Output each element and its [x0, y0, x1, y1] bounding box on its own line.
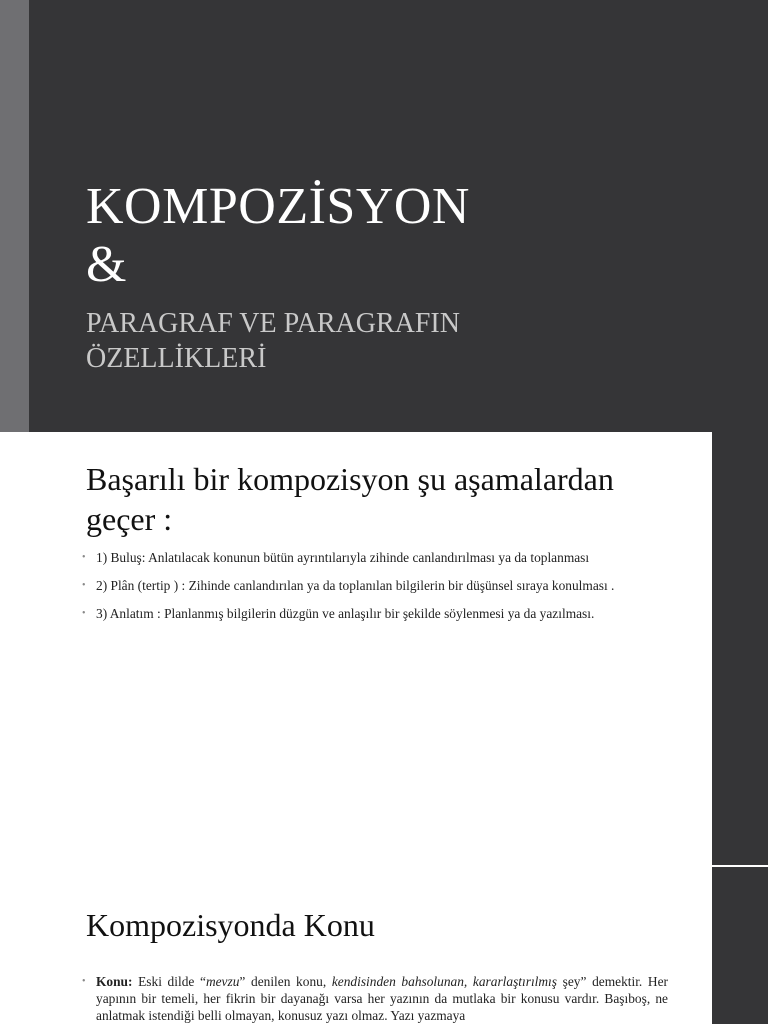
- list-item: [82, 577, 616, 594]
- subtitle-line-2: ÖZELLİKLERİ: [86, 343, 267, 374]
- definition-text-2: ” denilen konu,: [239, 974, 332, 989]
- list-item: [82, 549, 616, 566]
- definition-italic-1: mevzu: [205, 974, 240, 989]
- list-item: [82, 605, 616, 622]
- right-accent-bar: [712, 867, 768, 1024]
- list-item-text: 1) Buluş: Anlatılacak konunun bütün ayrıntılarıyla zihinde canlandırılması ya da toplanması: [96, 550, 590, 565]
- bullet-icon: •: [82, 976, 86, 987]
- bullet-icon: •: [82, 608, 86, 619]
- list-item-text: 3) Anlatım : Planlanmış bilgilerin düzgün ve anlaşılır bir şekilde söylenmesi ya da yazılması.: [96, 606, 595, 621]
- left-accent-stripe: [0, 0, 29, 432]
- term-label: Konu:: [96, 974, 133, 989]
- right-accent-bar: [712, 432, 768, 865]
- bullet-icon: •: [82, 552, 86, 563]
- slide-title: [86, 178, 470, 294]
- stages-list: [82, 549, 616, 633]
- stages-slide: [0, 432, 768, 865]
- slide-subtitle: [86, 306, 460, 376]
- subtitle-line-1: PARAGRAF VE PARAGRAFIN: [86, 308, 460, 339]
- title-slide: [0, 0, 768, 432]
- title-line-2: &: [86, 236, 127, 293]
- topic-slide: [0, 867, 768, 1024]
- topic-heading: Kompozisyonda Konu: [86, 907, 375, 943]
- bullet-icon: •: [82, 580, 86, 591]
- title-line-1: KOMPOZİSYON: [86, 178, 470, 235]
- list-item-text: 2) Plân (tertip ) : Zihinde canlandırılan ya da toplanılan bilgilerin bir düşünsel sıraya konulması .: [96, 578, 615, 593]
- stages-heading: Başarılı bir kompozisyon şu aşamalardan geçer :: [86, 461, 614, 537]
- definition-text-3: şey” demektir. Her yapının bir temeli, her fikrin bir dayanağı varsa her yazının da mutlaka bir konusu vardır. Başıboş, ne anlatmak istendiği belli olmayan, konusuz yazı olmaz. Yazı yazmaya: [96, 974, 668, 1023]
- list-item: [82, 973, 668, 1024]
- topic-list: [82, 973, 668, 1024]
- definition-text-1: Eski dilde “: [132, 974, 206, 989]
- definition-italic-2: kendisinden bahsolunan, kararlaştırılmış: [331, 974, 557, 989]
